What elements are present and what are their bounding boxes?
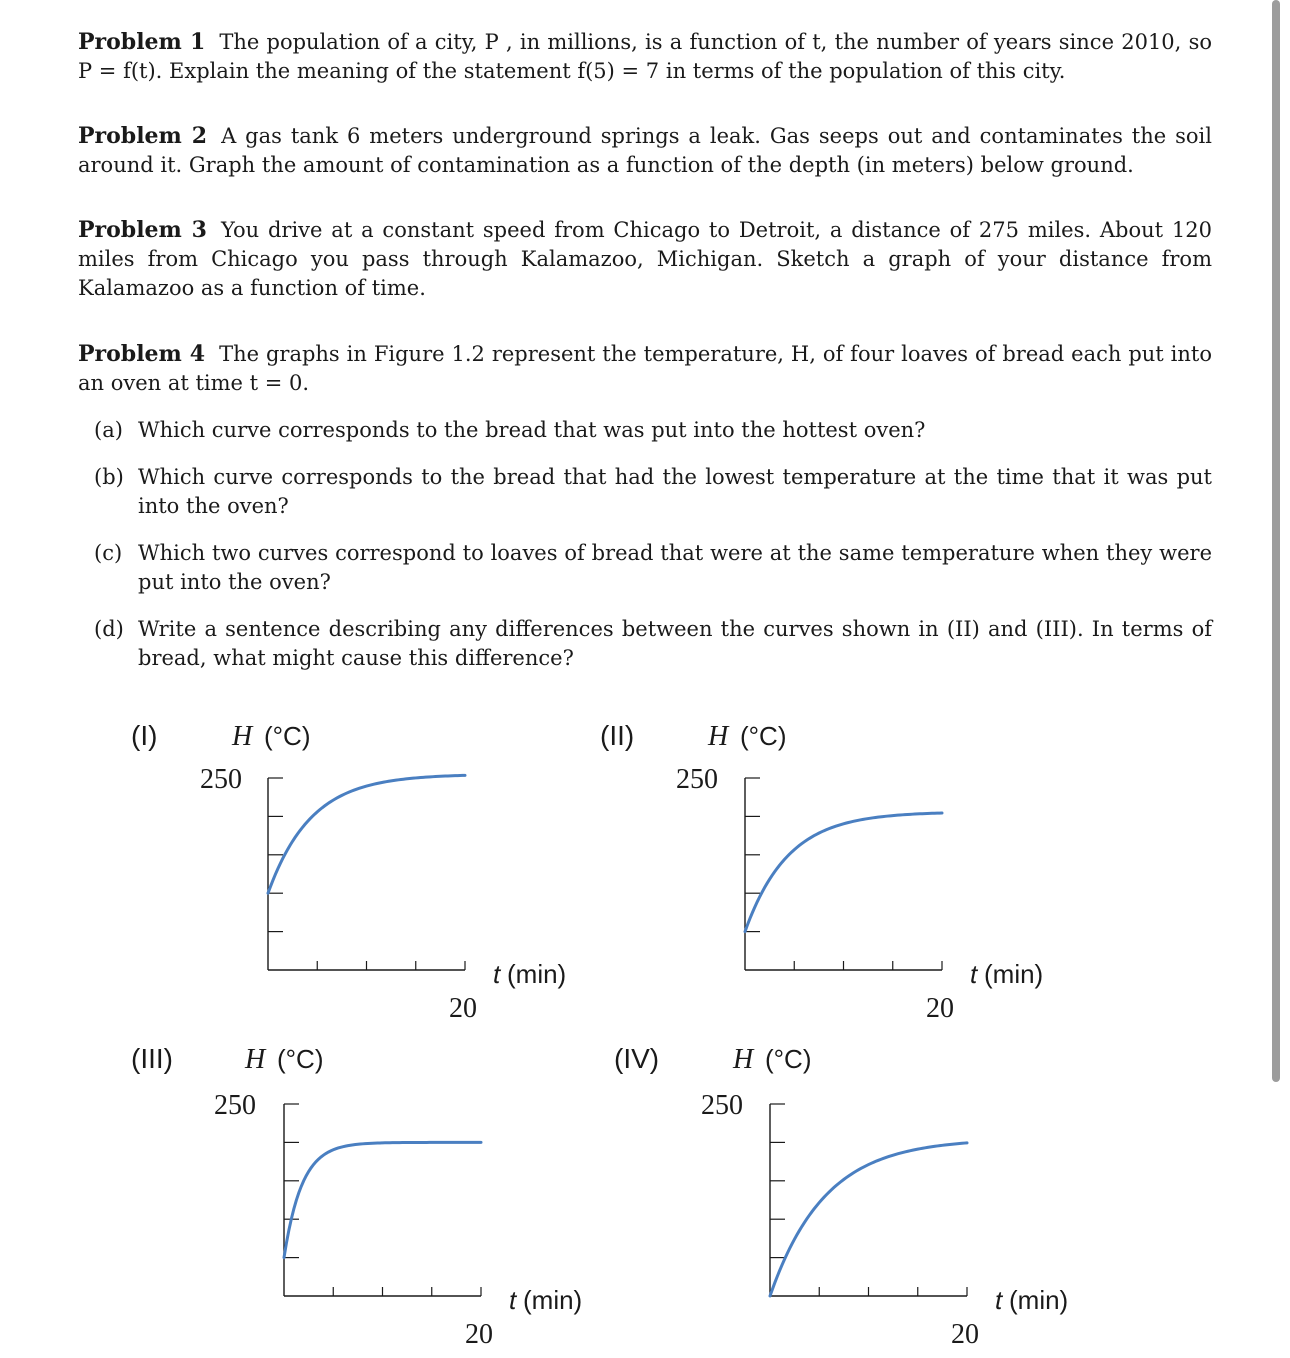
x-axis-label: t [493, 959, 501, 989]
part-text: Write a sentence describing any differences between the curves shown in (II) and (III). In terms of bread, what might cause this difference? [138, 617, 1212, 670]
x-axis-unit: (min) [1009, 1285, 1069, 1315]
x-axis-unit: (min) [984, 959, 1044, 989]
problem-title: Problem 2 [78, 123, 208, 149]
part-label: (b) [94, 465, 124, 489]
part-label: (a) [94, 418, 123, 442]
y-tick-label: 250 [214, 1090, 256, 1121]
temperature-curve [284, 1142, 481, 1257]
temperature-curve [745, 813, 942, 932]
scrollbar[interactable] [1272, 0, 1280, 1082]
panel-label: (IV) [614, 1043, 660, 1074]
part-label: (d) [94, 617, 124, 641]
x-axis-unit: (min) [523, 1285, 583, 1315]
x-axis-unit: (min) [507, 959, 567, 989]
y-axis-label: H [245, 1044, 266, 1075]
problem-text: The population of a city, P , in millions, is a function of t, the number of years since 2010, so P = f(t). Explain the meaning of the statement f(5) = 7 in terms of the population of this city. [78, 30, 1212, 83]
problem-text: A gas tank 6 meters underground springs a leak. Gas seeps out and contaminates the soil around it. Graph the amount of contamination as a function of the depth (in meters) below ground. [78, 124, 1212, 177]
y-axis-label: H [733, 1044, 754, 1075]
x-tick-label: 20 [449, 993, 477, 1024]
y-axis-unit: (°C) [277, 1044, 324, 1074]
temperature-curve [770, 1143, 967, 1296]
x-axis-label: t [509, 1285, 517, 1315]
x-tick-label: 20 [465, 1319, 493, 1350]
x-tick-label: 20 [951, 1319, 979, 1350]
panel-label: (II) [600, 720, 635, 751]
y-axis-unit: (°C) [264, 721, 311, 751]
problem-text: The graphs in Figure 1.2 represent the temperature, H, of four loaves of bread each put into an oven at time t = 0. [78, 342, 1212, 395]
problem-title: Problem 4 [78, 341, 206, 367]
part-text: Which curve corresponds to the bread that had the lowest temperature at the time that it was put into the oven? [138, 465, 1212, 518]
y-tick-label: 250 [200, 764, 242, 795]
problem-title: Problem 1 [78, 29, 206, 55]
panel-label: (I) [131, 720, 158, 751]
part-text: Which two curves correspond to loaves of bread that were at the same temperature when they were put into the oven? [138, 541, 1212, 594]
problem-title: Problem 3 [78, 217, 207, 243]
y-axis-unit: (°C) [765, 1044, 812, 1074]
y-axis-unit: (°C) [740, 721, 787, 751]
part-text: Which curve corresponds to the bread that was put into the hottest oven? [138, 418, 926, 442]
y-tick-label: 250 [676, 764, 718, 795]
y-tick-label: 250 [701, 1090, 743, 1121]
x-axis-label: t [995, 1285, 1003, 1315]
temperature-curve [268, 775, 465, 893]
problem-text: You drive at a constant speed from Chicago to Detroit, a distance of 275 miles. About 120 miles from Chicago you pass through Kalamazoo, Michigan. Sketch a graph of your distance from Kalamazoo as a function of time. [78, 218, 1212, 300]
part-label: (c) [94, 541, 123, 565]
x-tick-label: 20 [926, 993, 954, 1024]
y-axis-label: H [708, 721, 729, 752]
panel-label: (III) [131, 1043, 173, 1074]
y-axis-label: H [232, 721, 253, 752]
x-axis-label: t [970, 959, 978, 989]
